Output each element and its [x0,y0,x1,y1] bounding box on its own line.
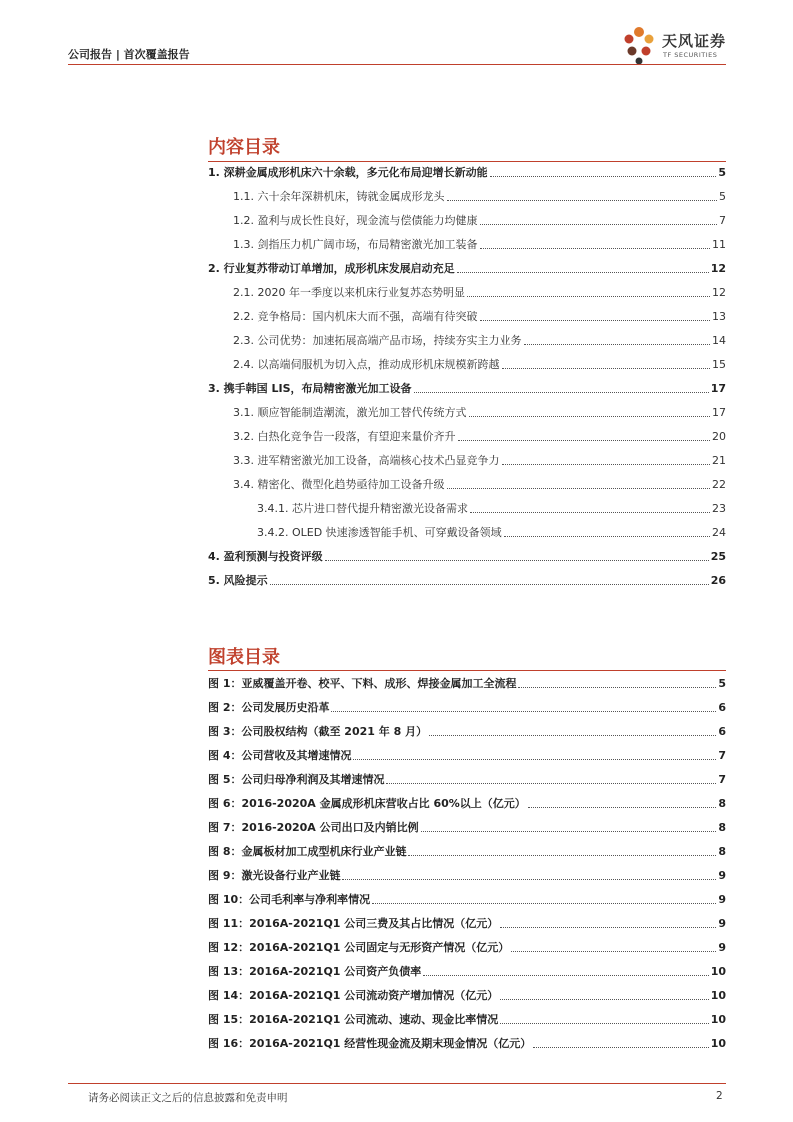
logo-flower-icon [622,24,656,66]
figure-entry-label: 图 6：2016-2020A 金属成形机床营收占比 60%以上（亿元） [208,797,526,810]
leader-dots [270,584,709,585]
figure-entry[interactable] [208,721,726,739]
leader-dots [414,392,709,393]
toc-entry-label: 3.4.2. OLED 快速渗透智能手机、可穿戴设备领域 [257,526,502,539]
leader-dots [480,248,711,249]
toc-entry-page: 21 [712,454,726,467]
toc-entry-label: 1.2. 盈利与成长性良好，现金流与偿债能力均健康 [233,214,478,227]
figure-entry-label: 图 13：2016A-2021Q1 公司资产负债率 [208,965,422,978]
figure-entry-label: 图 1：亚威覆盖开卷、校平、下料、成形、焊接金属加工全流程 [208,677,517,690]
toc-entry-label: 2.1. 2020 年一季度以来机床行业复苏态势明显 [233,286,465,299]
figure-entry[interactable] [208,1033,726,1051]
figure-entry-label: 图 7：2016-2020A 公司出口及内销比例 [208,821,419,834]
leader-dots [470,512,710,513]
figure-entry-page: 7 [718,749,726,762]
leader-dots [421,831,717,832]
toc-entry-page: 20 [712,430,726,443]
figure-entry[interactable] [208,937,726,955]
figure-entry[interactable] [208,1009,726,1027]
figure-entry-label: 图 3：公司股权结构（截至 2021 年 8 月） [208,725,428,738]
figure-entry-page: 7 [718,773,726,786]
leader-dots [408,855,716,856]
toc-entry-page: 23 [712,502,726,515]
contents-title: 内容目录 [208,137,280,158]
figure-entry[interactable] [208,985,726,1003]
figure-entry-label: 图 12：2016A-2021Q1 公司固定与无形资产情况（亿元） [208,941,510,954]
figure-entry-label: 图 11：2016A-2021Q1 公司三费及其占比情况（亿元） [208,917,499,930]
figure-entry-page: 6 [718,725,726,738]
toc-entry-label: 5. 风险提示 [208,574,268,587]
leader-dots [457,272,709,273]
toc-entry-label: 1.3. 剑指压力机广阔市场，布局精密激光加工装备 [233,238,478,251]
toc-entry-label: 1.1. 六十余年深耕机床，铸就金属成形龙头 [233,190,445,203]
toc-entry-label: 2. 行业复苏带动订单增加，成形机床发展启动充足 [208,262,455,275]
page-number: 2 [716,1090,723,1102]
toc-entry-page: 5 [719,190,726,203]
footer-disclaimer: 请务必阅读正文之后的信息披露和免责申明 [88,1092,288,1104]
leader-dots [372,903,716,904]
figure-entry[interactable] [208,841,726,859]
toc-entry-label: 2.4. 以高端伺服机为切入点，推动成形机床规模新跨越 [233,358,500,371]
figure-entry[interactable] [208,889,726,907]
leader-dots [469,416,711,417]
logo-chinese-text: 天风证券 [662,32,727,50]
figure-entry[interactable] [208,793,726,811]
toc-entry[interactable] [208,258,726,276]
leader-dots [353,759,716,760]
footer-divider [68,1083,726,1084]
figure-entry-label: 图 4：公司营收及其增速情况 [208,749,352,762]
leader-dots [500,999,708,1000]
leader-dots [480,224,718,225]
toc-entry-page: 24 [712,526,726,539]
toc-entry[interactable] [208,546,726,564]
leader-dots [458,440,711,441]
toc-entry[interactable] [233,210,726,228]
leader-dots [447,488,711,489]
toc-entry-label: 3.4. 精密化、微型化趋势亟待加工设备升级 [233,478,445,491]
figures-title: 图表目录 [208,647,280,668]
leader-dots [325,560,709,561]
toc-entry-label: 3.2. 白热化竞争告一段落，有望迎来量价齐升 [233,430,456,443]
figure-entry-page: 10 [710,965,726,978]
toc-entry[interactable] [233,282,726,300]
leader-dots [467,296,710,297]
toc-entry-label: 2.3. 公司优势：加速拓展高端产品市场，持续夯实主力业务 [233,334,522,347]
toc-entry[interactable] [233,402,726,420]
figure-entry-page: 9 [718,869,726,882]
toc-entry-page: 22 [712,478,726,491]
figure-entry[interactable] [208,769,726,787]
toc-entry[interactable] [233,234,726,252]
toc-entry[interactable] [208,570,726,588]
leader-dots [502,368,711,369]
leader-dots [423,975,708,976]
leader-dots [331,711,716,712]
leader-dots [480,320,711,321]
toc-entry[interactable] [257,522,726,540]
leader-dots [490,176,717,177]
leader-dots [528,807,717,808]
figure-entry-label: 图 15：2016A-2021Q1 公司流动、速动、现金比率情况 [208,1013,499,1026]
leader-dots [502,464,711,465]
figure-entry-label: 图 16：2016A-2021Q1 经营性现金流及期末现金情况（亿元） [208,1037,532,1050]
figure-entry-page: 8 [718,821,726,834]
toc-entry-page: 5 [718,166,726,179]
figure-entry-page: 9 [718,917,726,930]
toc-entry-page: 26 [710,574,726,587]
toc-entry-page: 11 [712,238,726,251]
figure-entry-label: 图 5：公司归母净利润及其增速情况 [208,773,385,786]
figure-entry-page: 9 [718,941,726,954]
toc-entry-page: 25 [710,550,726,563]
toc-entry-label: 3.1. 顺应智能制造潮流，激光加工替代传统方式 [233,406,467,419]
toc-entry-label: 4. 盈利预测与投资评级 [208,550,323,563]
figure-entry-page: 10 [710,1013,726,1026]
logo-english-text: TF SECURITIES [663,51,718,59]
leader-dots [447,200,718,201]
leader-dots [386,783,716,784]
leader-dots [342,879,716,880]
leader-dots [500,927,716,928]
leader-dots [429,735,716,736]
toc-entry-label: 3.3. 进军精密激光加工设备，高端核心技术凸显竞争力 [233,454,500,467]
toc-entry-label: 2.2. 竞争格局：国内机床大而不强，高端有待突破 [233,310,478,323]
figure-entry-label: 图 10：公司毛利率与净利率情况 [208,893,371,906]
figure-entry[interactable] [208,697,726,715]
figure-entry-page: 10 [710,989,726,1002]
leader-dots [500,1023,708,1024]
figure-entry[interactable] [208,673,726,691]
toc-entry[interactable] [233,474,726,492]
leader-dots [524,344,711,345]
leader-dots [533,1047,708,1048]
figure-entry-page: 6 [718,701,726,714]
toc-entry-label: 3. 携手韩国 LIS，布局精密激光加工设备 [208,382,412,395]
figure-entry[interactable] [208,745,726,763]
toc-entry-page: 7 [719,214,726,227]
figure-entry-page: 10 [710,1037,726,1050]
figure-entry-page: 8 [718,797,726,810]
toc-entry-page: 14 [712,334,726,347]
toc-entry-label: 3.4.1. 芯片进口替代提升精密激光设备需求 [257,502,468,515]
leader-dots [504,536,710,537]
figure-entry-label: 图 2：公司发展历史沿革 [208,701,330,714]
toc-entry-page: 13 [712,310,726,323]
figure-entry-label: 图 14：2016A-2021Q1 公司流动资产增加情况（亿元） [208,989,499,1002]
toc-entry-page: 12 [712,286,726,299]
figures-title-divider [208,670,726,671]
figure-entry[interactable] [208,961,726,979]
figure-entry[interactable] [208,913,726,931]
toc-entry[interactable] [233,186,726,204]
toc-entry[interactable] [208,378,726,396]
figure-entry-label: 图 8：金属板材加工成型机床行业产业链 [208,845,407,858]
figure-entry-page: 8 [718,845,726,858]
toc-entry-page: 17 [710,382,726,395]
figure-entry-page: 5 [718,677,726,690]
company-logo [622,24,732,66]
leader-dots [518,687,716,688]
figure-entry[interactable] [208,817,726,835]
toc-entry-page: 12 [710,262,726,275]
toc-entry[interactable] [233,354,726,372]
toc-entry[interactable] [233,306,726,324]
figure-entry-page: 9 [718,893,726,906]
leader-dots [511,951,716,952]
header-divider [68,64,726,65]
toc-entry[interactable] [233,330,726,348]
toc-entry-label: 1. 深耕金属成形机床六十余载，多元化布局迎增长新动能 [208,166,488,179]
toc-entry-page: 15 [712,358,726,371]
figure-entry[interactable] [208,865,726,883]
toc-entry[interactable] [208,162,726,180]
toc-entry[interactable] [233,450,726,468]
figure-entry-label: 图 9：激光设备行业产业链 [208,869,341,882]
toc-entry-page: 17 [712,406,726,419]
report-type: 公司报告 | 首次覆盖报告 [68,48,190,61]
toc-entry[interactable] [233,426,726,444]
toc-entry[interactable] [257,498,726,516]
